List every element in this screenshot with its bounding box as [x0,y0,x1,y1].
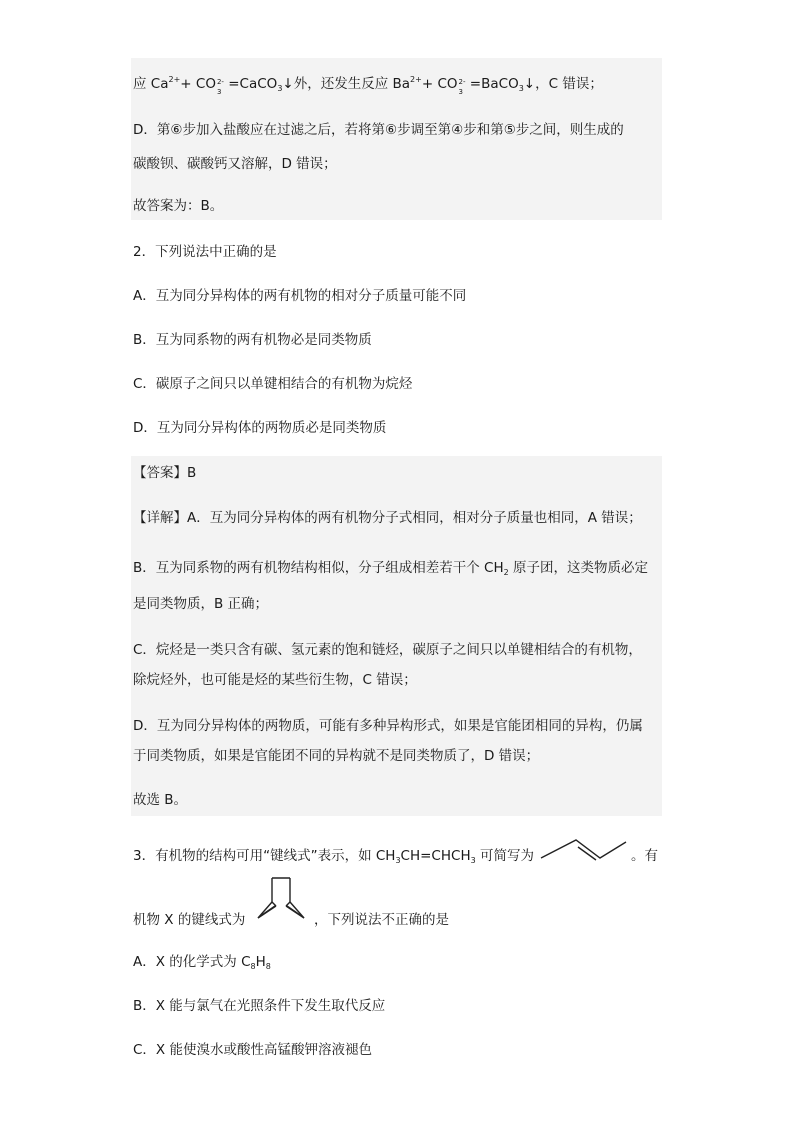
explanation-line: 是同类物质，B 正确； [133,596,269,612]
explanation-line: 于同类物质，如果是官能团不同的异构就不是同类物质了，D 错误； [133,748,540,764]
explanation-line: C．烷烃是一类只含有碳、氢元素的饱和链烃，碳原子之间只以单键相结合的有机物， [133,642,642,658]
question-stem: 2．下列说法中正确的是 [133,244,277,260]
option-c: C．X 能使溴水或酸性高锰酸钾溶液褪色 [133,1042,372,1058]
option-d: D．互为同分异构体的两物质必是同类物质 [133,420,387,436]
explanation-line: 【详解】A．互为同分异构体的两有机物分子式相同，相对分子质量也相同，A 错误； [133,510,642,526]
conclusion-line: 故选 B。 [133,792,188,808]
option-c: C．碳原子之间只以单键相结合的有机物为烷烃 [133,376,413,392]
question-line: 机物 X 的键线式为 [133,912,246,928]
conclusion-line: 故答案为：B。 [133,198,224,214]
option-b: B．互为同系物的两有机物必是同类物质 [133,332,372,348]
explanation-line: D．第⑥步加入盐酸应在过滤之后，若将第⑥步调至第④步和第⑤步之间，则生成的 [133,122,624,138]
option-a: A．互为同分异构体的两有机物的相对分子质量可能不同 [133,288,467,304]
explanation-line: 碳酸钡、碳酸钙又溶解，D 错误； [133,156,337,172]
question-stem: 3．有机物的结构可用“键线式”表示，如 $CH_3CH=CHCH_3$ 可简写为 [133,848,534,865]
explanation-line: D．互为同分异构体的两物质，可能有多种异构形式，如果是官能团相同的异构，仍属 [133,718,643,734]
answer-label: 【答案】B [133,465,197,481]
explanation-line: 除烷烃外，也可能是烃的某些衍生物，C 错误； [133,672,417,688]
explanation-line: 应 $Ca^{2+}+$ CO 2- 3 =CaCO$_3$↓外，还发生反应 $Ba^{2+}+$ CO 2- 3 =BaCO$_3$↓，C 错误； [133,75,603,96]
option-b: B．X 能与氯气在光照条件下发生取代反应 [133,998,386,1014]
explanation-line: B．互为同系物的两有机物结构相似，分子组成相差若干个 $CH_2$ 原子团，这类物质必定 [133,560,649,577]
question-line: ，下列说法不正确的是 [314,912,449,928]
bicyclic-skeletal-formula-icon [252,868,312,926]
butene-skeletal-formula-icon [538,836,630,866]
question-stem-end: 。有 [631,848,658,864]
option-a: A．X 的化学式为 $C_8H_8$ [133,954,271,971]
